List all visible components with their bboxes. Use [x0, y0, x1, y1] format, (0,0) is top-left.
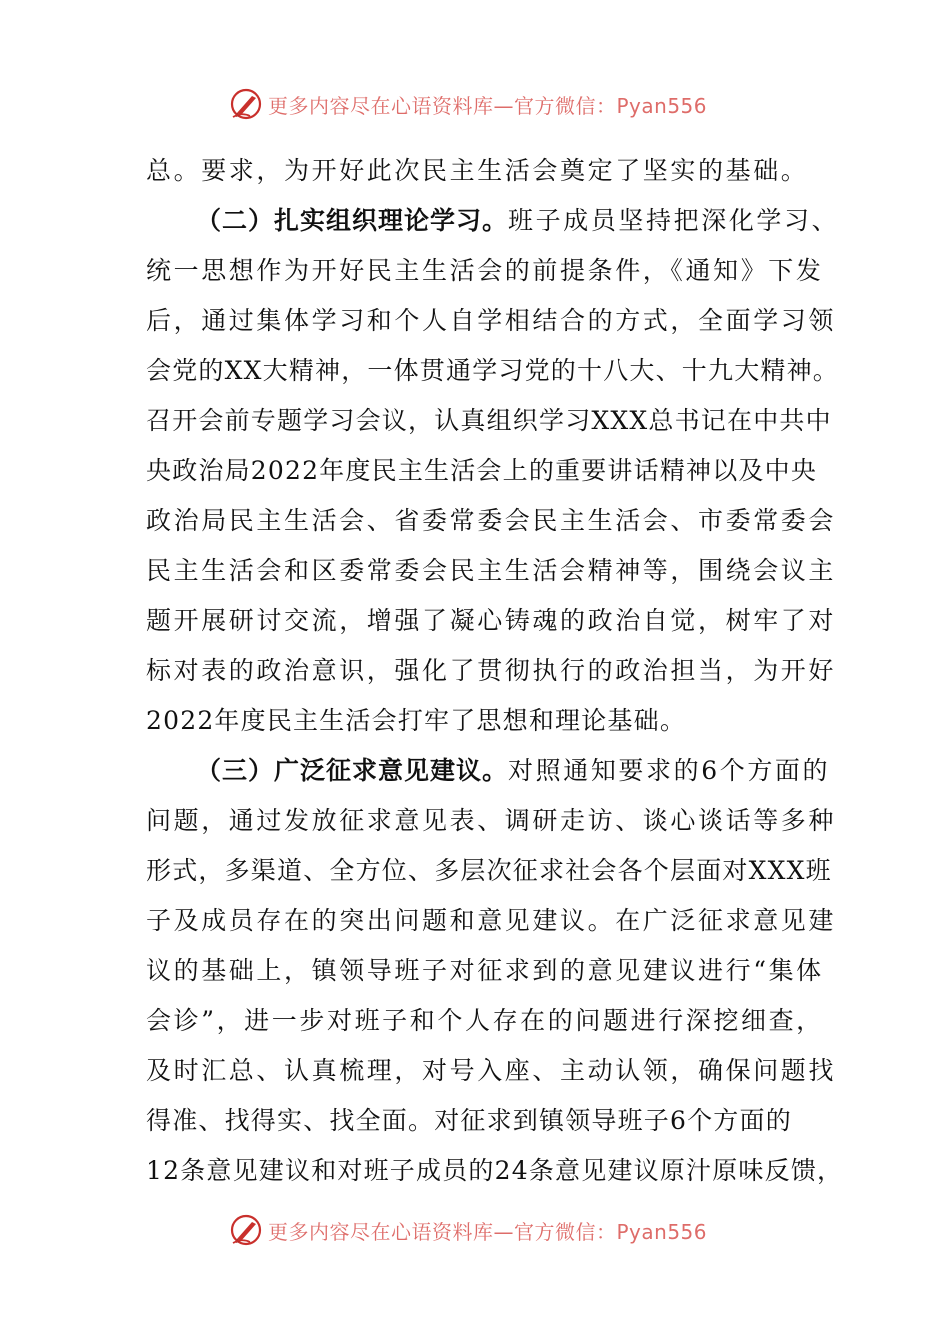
text-line: 标对表的政治意识，强化了贯彻执行的政治担当，为开好 [146, 656, 837, 685]
text-line: 12条意见建议和对班子成员的24条意见建议原汁原味反馈， [146, 1156, 844, 1185]
text-line: 央政治局2022年度民主生活会上的重要讲话精神以及中央 [146, 456, 818, 485]
pen-logo-icon [228, 86, 264, 122]
text-line: 会诊”，进一步对班子和个人存在的问题进行深挖细查， [146, 1006, 824, 1035]
text-line: 形式，多渠道、全方位、多层次征求社会各个层面对XXX班 [146, 856, 832, 885]
watermark-header [228, 84, 748, 124]
text-line: 及时汇总、认真梳理，对号入座、主动认领，确保问题找 [146, 1056, 837, 1085]
text-line: 召开会前专题学习会议，认真组织学习XXX总书记在中共中 [146, 406, 832, 435]
section-heading-2: （二）扎实组织理论学习。 [196, 206, 509, 235]
section-heading-3: （三）广泛征求意见建议。 [196, 756, 509, 785]
text-line: 总。要求，为开好此次民主生活会奠定了坚实的基础。 [146, 156, 809, 185]
text-line: 问题，通过发放征求意见表、调研走访、谈心谈话等多种 [146, 806, 837, 835]
watermark-footer [228, 1210, 748, 1250]
text-line: 政治局民主生活会、省委常委会民主生活会、市委常委会 [146, 506, 837, 535]
text-line: 题开展研讨交流，增强了凝心铸魂的政治自觉，树牢了对 [146, 606, 837, 635]
text-line: 子及成员存在的突出问题和意见建议。在广泛征求意见建 [146, 906, 837, 935]
text-line: 后，通过集体学习和个人自学相结合的方式，全面学习领 [146, 306, 837, 335]
text-line [146, 746, 831, 796]
paragraph-1 [146, 146, 822, 196]
document-body [146, 146, 844, 1196]
text-line: 得准、找得实、找全面。对征求到镇领导班子6个方面的 [146, 1106, 792, 1135]
paragraph-2 [146, 196, 840, 746]
text-line: 会党的XX大精神，一体贯通学习党的十八大、十九大精神。 [146, 356, 839, 385]
watermark-text: 更多内容尽在心语资料库—官方微信：Pyan556 [268, 1219, 708, 1244]
text-line [146, 196, 840, 246]
watermark-text: 更多内容尽在心语资料库—官方微信：Pyan556 [268, 93, 708, 118]
text-line: 民主生活会和区委常委会民主生活会精神等，围绕会议主 [146, 556, 837, 585]
text-line: 统一思想作为开好民主生活会的前提条件，《通知》下发 [146, 256, 824, 285]
text-line: 议的基础上，镇领导班子对征求到的意见建议进行“集体 [146, 956, 824, 985]
text-line: 2022年度民主生活会打牢了思想和理论基础。 [146, 706, 687, 735]
text-run: 对照通知要求的6个方面的 [508, 756, 831, 785]
pen-logo-icon [228, 1212, 264, 1248]
text-run: 班子成员坚持把深化学习、 [508, 206, 840, 235]
paragraph-3 [146, 746, 844, 1196]
